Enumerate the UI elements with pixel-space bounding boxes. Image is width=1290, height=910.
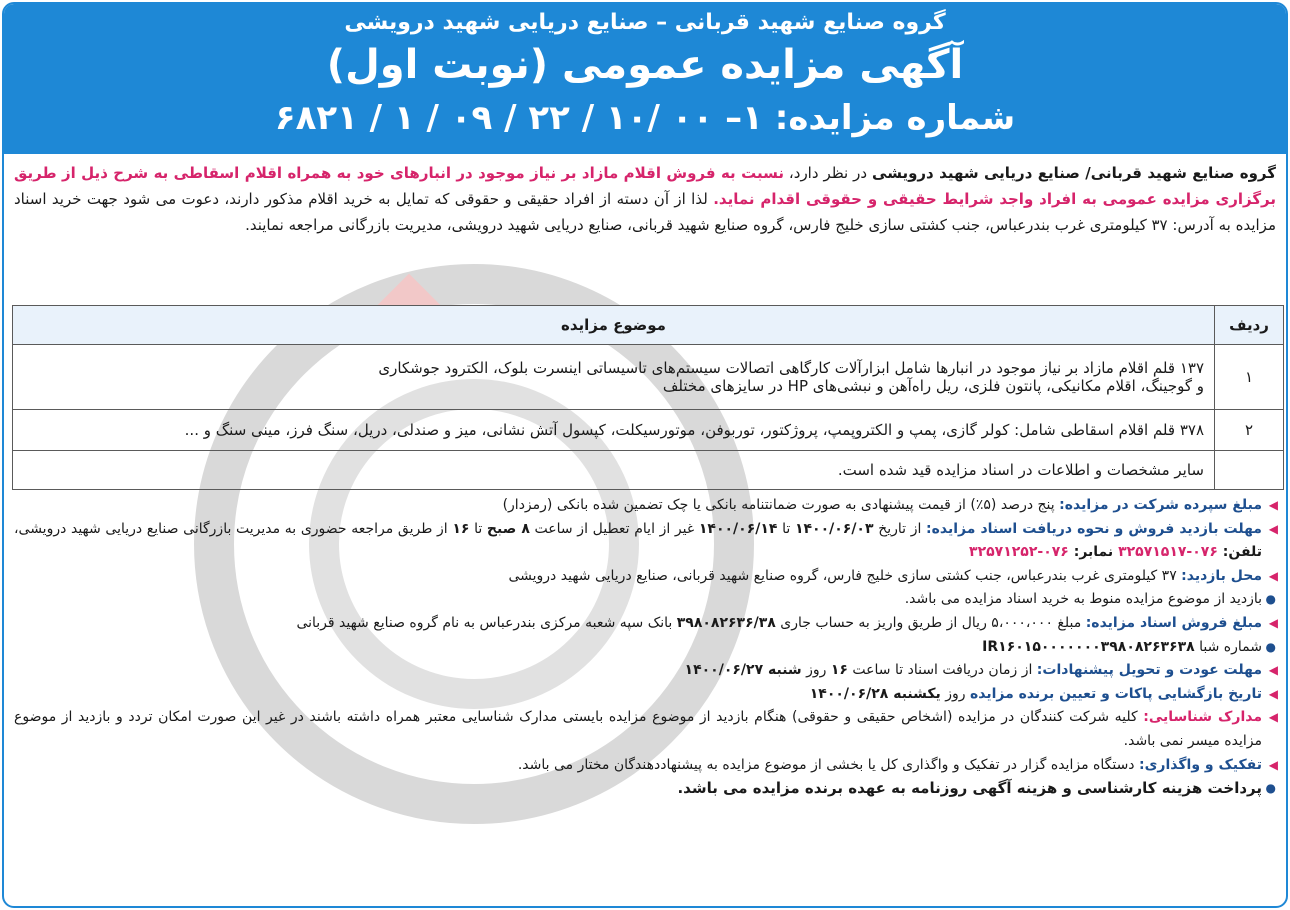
- opening-day: یکشنبه ۱۴۰۰/۰۶/۲۸: [809, 685, 941, 702]
- auction-number: شماره مزایده: ۱– ۰۰ /۱۰ / ۲۲ / ۰۹ / ۱ / ۶۸۲۱: [274, 98, 1016, 138]
- docs-item: [14, 706, 1278, 753]
- visit-date-to: ۱۴۰۰/۰۶/۱۴: [698, 520, 778, 537]
- intro-paragraph: [14, 160, 1276, 238]
- split-text: دستگاه مزایده گزار در تفکیک و واگذاری کل یا بخشی از موضوع مزایده به پیشنهاددهندگان مختار می باشد.: [517, 756, 1139, 773]
- final-note: پرداخت هزینه کارشناسی و هزینه آگهی روزنامه به عهده برنده مزایده می باشد.: [677, 779, 1262, 798]
- place-text: ۳۷ کیلومتری غرب بندرعباس، جنب کشتی سازی خلیج فارس، گروه صنایع شهید قربانی، صنایع دریایی شهید درویشی: [508, 567, 1182, 584]
- dot-bullet-icon: ●: [1265, 592, 1276, 607]
- docs-label: مدارک شناسایی:: [1143, 709, 1263, 726]
- visit-hour-to: ۱۶: [452, 520, 470, 537]
- visit-text: تا: [469, 520, 487, 537]
- visit-text: تا: [777, 520, 795, 537]
- opening-text: روز: [940, 685, 970, 702]
- row-subject-line: و گوجینگ، اقلام مکانیکی، پانتون فلزی، ریل راه‌آهن و نبشی‌های HP در سایزهای مختلف: [662, 377, 1204, 395]
- triangle-bullet-icon: ◀: [1268, 568, 1278, 583]
- header-subject: موضوع مزایده: [13, 306, 1215, 345]
- sheba-label: شماره شبا: [1194, 638, 1262, 655]
- row-subject-line: ۱۳۷ قلم اقلام مازاد بر نیاز موجود در انبارها شامل ابزارآلات کارگاهی اتصالات سیستم‌های تاسیساتی اینسرت بلوک، الکترود جوشکاری: [378, 359, 1204, 377]
- dot-bullet-icon: ●: [1265, 781, 1276, 796]
- deposit-label: مبلغ سپرده شرکت در مزایده:: [1059, 497, 1262, 513]
- deadline-hour: ۱۶: [830, 662, 848, 679]
- row-number: ۲: [1215, 410, 1284, 451]
- triangle-bullet-icon: ◀: [1268, 686, 1278, 701]
- place-item: [14, 565, 1278, 589]
- intro-rest: لذا از آن دسته از افراد حقیقی و حقوقی که تمایل به خرید اقلام مذکور دارند، دعوت می شود جهت خرید اسناد مزایده به آدرس: ۳۷ کیلومتری غرب بندرعباس، جنب کشتی سازی خلیج فارس، گروه صنایع شهید قربانی، صنایع دریایی شهید درویشی، مدیریت بازرگانی مراجعه نمایند.: [14, 190, 1276, 234]
- price-item: [14, 612, 1278, 636]
- dot-bullet-icon: ●: [1265, 639, 1276, 654]
- price-label: مبلغ فروش اسناد مزایده:: [1085, 614, 1262, 631]
- phone-label: تلفن:: [1222, 544, 1262, 561]
- ad-frame: [2, 2, 1288, 908]
- fax-value: ۰۷۶-۳۲۵۷۱۲۵۲: [969, 544, 1074, 561]
- visit-date-from: ۱۴۰۰/۰۶/۰۳: [794, 520, 874, 537]
- table-row: [13, 410, 1284, 451]
- deposit-item: [14, 494, 1278, 518]
- visit-text: از تاریخ: [873, 520, 927, 537]
- header-row-number: ردیف: [1215, 306, 1284, 345]
- fax-label: نمابر:: [1073, 544, 1114, 561]
- table-footer-note: سایر مشخصات و اطلاعات در اسناد مزایده قید شده است.: [13, 451, 1215, 490]
- intro-highlight: نسبت به فروش اقلام مازاد بر نیاز موجود در انبارهای خود به همراه اقلام اسقاطی به شرح ذیل از طریق برگزاری مزایده عمومی به افراد واجد شرایط حقیقی و حقوقی اقدام نماید.: [14, 164, 1276, 208]
- visit-text: غیر از ایام تعطیل از ساعت: [529, 520, 699, 537]
- opening-item: [14, 683, 1278, 707]
- place-label: محل بازدید:: [1181, 567, 1262, 584]
- visit-label: مهلت بازدید فروش و نحوه دریافت اسناد مزایده:: [926, 520, 1262, 537]
- triangle-bullet-icon: ◀: [1268, 521, 1278, 536]
- deposit-text: پنج درصد (۵٪) از قیمت پیشنهادی به صورت ضمانتنامه بانکی یا چک تضمین شده بانکی (رمزدار): [502, 497, 1060, 513]
- opening-label: تاریخ بازگشایی پاکات و تعیین برنده مزایده: [969, 685, 1262, 702]
- table-header-row: [13, 306, 1284, 345]
- deadline-text: از زمان دریافت اسناد تا ساعت: [847, 662, 1037, 679]
- intro-connector: در نظر دارد،: [783, 164, 873, 182]
- price-text: مبلغ ۵،۰۰۰،۰۰۰ ریال از طریق واریز به حساب جاری: [775, 614, 1086, 631]
- sheba-value: IR۱۶۰۱۵۰۰۰۰۰۰۰۳۹۸۰۸۲۶۳۶۳۸: [982, 638, 1195, 655]
- auction-items-table: [12, 305, 1284, 490]
- docs-text: کلیه شرکت کنندگان در مزایده (اشخاص حقیقی و حقوقی) هنگام بازدید از موضوع مزایده بایستی مدارک شناسایی معتبر همراه داشته باشند در غیر این صورت امکان تردد و بازدید از موضوع مزایده میسر نمی باشد.: [14, 709, 1262, 749]
- triangle-bullet-icon: ◀: [1268, 757, 1278, 772]
- deadline-label: مهلت عودت و تحویل پیشنهادات:: [1036, 662, 1262, 679]
- price-text: بانک سپه شعبه مرکزی بندرعباس به نام گروه صنایع شهید قربانی: [296, 614, 677, 631]
- final-note-item: [14, 777, 1278, 801]
- sheba-item: [14, 636, 1278, 660]
- split-item: [14, 754, 1278, 778]
- details-section: [14, 494, 1278, 801]
- intro-organization: گروه صنایع شهید قربانی/ صنایع دریایی شهید درویشی: [872, 164, 1276, 182]
- place-note: بازدید از موضوع مزایده منوط به خرید اسناد مزایده می باشد.: [904, 591, 1262, 608]
- row-subject: ۳۷۸ قلم اقلام اسقاطی شامل: کولر گازی، پمپ و الکتروپمپ، پروژکتور، توربوفن، موتورسیکلت، کپسول آتش نشانی، میز و صندلی، دریل، سنگ فرز، مینی سنگ و ...: [13, 410, 1215, 451]
- header-banner: [4, 4, 1286, 154]
- table-footer-row: [13, 451, 1284, 490]
- place-note-item: [14, 588, 1278, 612]
- visit-text: از طریق مراجعه حضوری به مدیریت بازرگانی صنایع دریایی شهید درویشی،: [14, 520, 453, 537]
- deadline-item: [14, 659, 1278, 683]
- row-number: ۱: [1215, 345, 1284, 410]
- triangle-bullet-icon: ◀: [1268, 710, 1278, 725]
- split-label: تفکیک و واگذاری:: [1139, 756, 1262, 773]
- triangle-bullet-icon: ◀: [1268, 663, 1278, 678]
- organization-line: گروه صنایع شهید قربانی – صنایع دریایی شهید درویشی: [344, 10, 946, 35]
- ad-title: آگهی مزایده عمومی (نوبت اول): [326, 42, 964, 88]
- row-subject: [13, 345, 1215, 410]
- triangle-bullet-icon: ◀: [1268, 615, 1278, 630]
- phone-value: ۰۷۶-۳۲۵۷۱۵۱۷: [1113, 544, 1223, 561]
- account-number: ۳۹۸۰۸۲۶۳۶/۳۸: [676, 614, 776, 631]
- visit-item: [14, 518, 1278, 565]
- visit-hour-from: ۸ صبح: [486, 520, 530, 537]
- triangle-bullet-icon: ◀: [1268, 498, 1278, 512]
- deadline-text: روز: [801, 662, 831, 679]
- table-row: [13, 345, 1284, 410]
- deadline-day: شنبه ۱۴۰۰/۰۶/۲۷: [684, 662, 802, 679]
